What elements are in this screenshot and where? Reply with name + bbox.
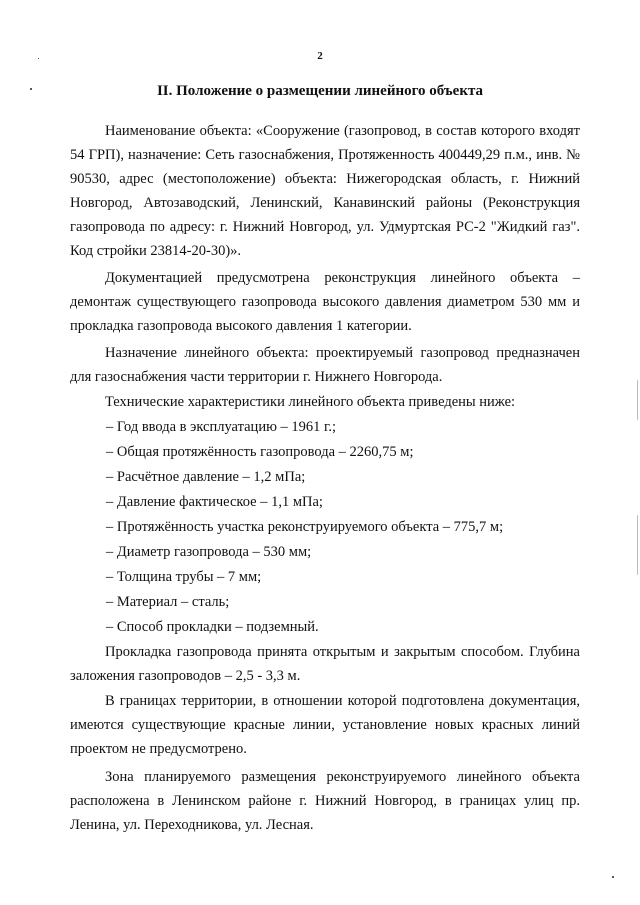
scan-speck <box>38 58 39 59</box>
spec-item: – Общая протяжённость газопровода – 2260,75 м; <box>106 444 414 460</box>
paragraph-purpose-line-2: для газоснабжения части территории г. Нижнего Новгорода. <box>70 369 443 385</box>
paragraph-object-name-line-4: Новгород, Автозаводский, Ленинский, Канавинский районы (Реконструкция <box>70 195 580 211</box>
spec-item: – Толщина трубы – 7 мм; <box>106 569 262 585</box>
paragraph-red-lines-line-3: проектом не предусмотрено. <box>70 741 247 757</box>
scan-speck <box>612 876 614 878</box>
scan-edge-mark <box>637 380 638 420</box>
paragraph-laying-line-2: заложения газопроводов – 2,5 - 3,3 м. <box>70 668 301 684</box>
section-title: II. Положение о размещении линейного объекта <box>156 83 484 99</box>
paragraph-object-name-line-5: газопровода по адресу: г. Нижний Новгород, ул. Удмуртская РС-2 "Жидкий газ". <box>70 219 580 235</box>
paragraph-zone-line-2: расположена в Ленинском районе г. Нижний Новгород, в границах улиц пр. <box>70 793 580 809</box>
spec-item: – Способ прокладки – подземный. <box>106 619 319 635</box>
spec-item: – Расчётное давление – 1,2 мПа; <box>106 469 306 485</box>
scan-edge-mark <box>637 515 638 575</box>
spec-item: – Материал – сталь; <box>106 594 230 610</box>
paragraph-specs-intro: Технические характеристики линейного объекта приведены ниже: <box>105 394 516 410</box>
scan-speck <box>30 88 32 90</box>
paragraph-purpose-line-1: Назначение линейного объекта: проектируемый газопровод предназначен <box>105 345 580 361</box>
spec-item: – Год ввода в эксплуатацию – 1961 г.; <box>106 419 337 435</box>
spec-item: – Протяжённость участка реконструируемого объекта – 775,7 м; <box>106 519 504 535</box>
paragraph-object-name-line-1: Наименование объекта: «Сооружение (газопровод, в состав которого входят <box>105 123 580 139</box>
page-number: 2 <box>317 50 323 62</box>
paragraph-reconstruction-line-3: прокладка газопровода высокого давления 1 категории. <box>70 318 412 334</box>
paragraph-reconstruction-line-1: Документацией предусмотрена реконструкция линейного объекта – <box>105 270 580 286</box>
spec-item: – Давление фактическое – 1,1 мПа; <box>106 494 323 510</box>
paragraph-red-lines-line-1: В границах территории, в отношении которой подготовлена документация, <box>105 693 580 709</box>
spec-item: – Диаметр газопровода – 530 мм; <box>106 544 312 560</box>
paragraph-object-name-line-3: 90530, адрес (местоположение) объекта: Нижегородская область, г. Нижний <box>70 171 580 187</box>
paragraph-object-name-line-2: 54 ГРП), назначение: Сеть газоснабжения, Протяженность 400449,29 п.м., инв. № <box>70 147 580 163</box>
paragraph-object-name-line-6: Код стройки 23814-20-30)». <box>70 243 242 259</box>
paragraph-zone-line-3: Ленина, ул. Переходникова, ул. Лесная. <box>70 817 314 833</box>
paragraph-laying-line-1: Прокладка газопровода принята открытым и закрытым способом. Глубина <box>105 644 580 660</box>
paragraph-reconstruction-line-2: демонтаж существующего газопровода высокого давления диаметром 530 мм и <box>70 294 580 310</box>
paragraph-red-lines-line-2: имеются существующие красные линии, установление новых красных линий <box>70 717 580 733</box>
paragraph-zone-line-1: Зона планируемого размещения реконструируемого линейного объекта <box>105 769 580 785</box>
